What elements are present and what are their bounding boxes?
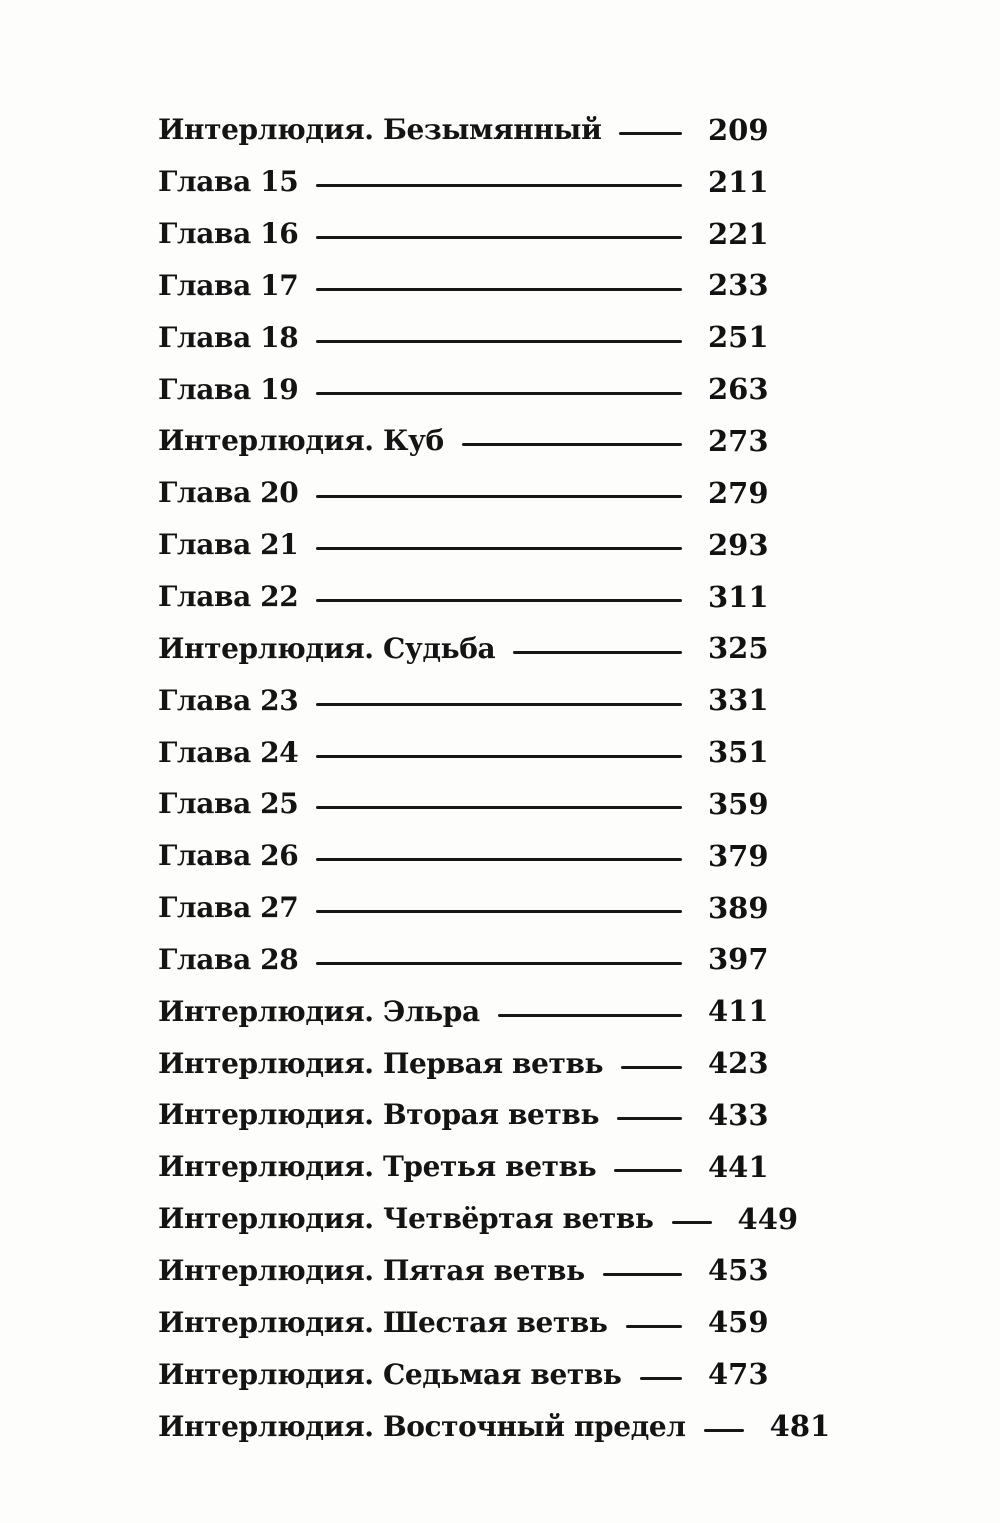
toc-row — [158, 934, 769, 986]
toc-row — [158, 571, 769, 623]
toc-entry-title: Интерлюдия. Первая ветвь — [158, 1046, 604, 1080]
leader-line — [316, 547, 682, 550]
toc-entry-title: Интерлюдия. Эльра — [158, 994, 480, 1028]
leader-line — [626, 1325, 682, 1328]
toc-entry-page-number: 273 — [708, 423, 769, 458]
toc-row — [158, 415, 769, 467]
toc-entry-title: Глава 27 — [158, 891, 299, 925]
toc-row — [158, 1296, 769, 1348]
toc-entry-title: Глава 17 — [158, 268, 299, 302]
toc-entry-page-number: 423 — [708, 1046, 769, 1081]
toc-entry-title: Глава 15 — [158, 165, 299, 199]
toc-row — [158, 467, 769, 519]
toc-entry-page-number: 449 — [737, 1201, 799, 1236]
toc-entry-title: Глава 28 — [158, 942, 299, 976]
toc-entry-title: Глава 22 — [158, 580, 299, 614]
toc-entry-page-number: 331 — [708, 683, 769, 718]
toc-entry-title: Глава 26 — [158, 839, 299, 873]
leader-line — [614, 1169, 682, 1172]
leader-line — [513, 651, 682, 654]
toc-entry-title: Интерлюдия. Третья ветвь — [158, 1150, 597, 1184]
table-of-contents — [158, 104, 831, 1452]
leader-line — [316, 184, 682, 187]
toc-row — [158, 519, 769, 571]
leader-line — [619, 132, 682, 135]
toc-entry-page-number: 433 — [708, 1097, 769, 1132]
toc-entry-title: Глава 25 — [158, 787, 299, 821]
toc-entry-title: Глава 23 — [158, 683, 299, 717]
toc-row — [158, 311, 769, 363]
toc-row — [158, 156, 769, 208]
toc-row — [158, 363, 769, 415]
toc-entry-title: Глава 21 — [158, 528, 299, 562]
toc-row — [158, 1348, 769, 1400]
toc-entry-page-number: 221 — [708, 216, 769, 251]
toc-entry-title: Интерлюдия. Седьмая ветвь — [158, 1357, 622, 1391]
toc-entry-page-number: 473 — [708, 1357, 769, 1392]
toc-row — [158, 260, 769, 312]
leader-line — [316, 599, 682, 602]
toc-entry-page-number: 441 — [708, 1149, 769, 1184]
toc-row — [158, 622, 769, 674]
toc-entry-page-number: 209 — [708, 112, 769, 147]
leader-line — [316, 858, 682, 861]
toc-entry-page-number: 379 — [708, 838, 769, 873]
toc-row — [158, 1245, 769, 1297]
leader-line — [462, 443, 682, 446]
leader-line — [316, 236, 682, 239]
toc-entry-page-number: 359 — [708, 786, 769, 821]
leader-line — [316, 340, 682, 343]
toc-entry-page-number: 279 — [708, 475, 769, 510]
toc-row — [158, 1193, 799, 1245]
toc-entry-title: Интерлюдия. Восточный предел — [158, 1409, 686, 1443]
toc-entry-page-number: 481 — [769, 1409, 831, 1444]
toc-entry-page-number: 211 — [708, 164, 769, 199]
toc-row — [158, 674, 769, 726]
toc-entry-title: Глава 19 — [158, 372, 299, 406]
toc-row — [158, 104, 769, 156]
toc-entry-page-number: 351 — [708, 735, 769, 770]
toc-entry-title: Глава 24 — [158, 735, 299, 769]
toc-entry-page-number: 263 — [708, 372, 769, 407]
leader-line — [617, 1117, 682, 1120]
toc-entry-page-number: 325 — [708, 631, 769, 666]
toc-entry-page-number: 459 — [708, 1305, 769, 1340]
toc-entry-title: Интерлюдия. Безымянный — [158, 113, 602, 147]
toc-row — [158, 1400, 831, 1452]
toc-entry-title: Интерлюдия. Пятая ветвь — [158, 1253, 585, 1287]
toc-entry-page-number: 293 — [708, 527, 769, 562]
leader-line — [316, 910, 682, 913]
toc-row — [158, 208, 769, 260]
toc-entry-title: Глава 18 — [158, 320, 299, 354]
toc-entry-title: Интерлюдия. Шестая ветвь — [158, 1305, 608, 1339]
toc-row — [158, 726, 769, 778]
toc-row — [158, 882, 769, 934]
toc-row — [158, 1141, 769, 1193]
toc-entry-page-number: 233 — [708, 268, 769, 303]
toc-row — [158, 1037, 769, 1089]
toc-entry-page-number: 389 — [708, 890, 769, 925]
leader-line — [316, 392, 682, 395]
toc-entry-title: Интерлюдия. Куб — [158, 424, 444, 458]
leader-line — [704, 1429, 744, 1432]
leader-line — [316, 495, 682, 498]
toc-entry-title: Интерлюдия. Четвёртая ветвь — [158, 1202, 654, 1236]
toc-entry-page-number: 411 — [708, 994, 769, 1029]
leader-line — [621, 1066, 682, 1069]
toc-row — [158, 985, 769, 1037]
toc-entry-title: Глава 20 — [158, 476, 299, 510]
toc-entry-page-number: 251 — [708, 320, 769, 355]
toc-row — [158, 1089, 769, 1141]
leader-line — [316, 288, 682, 291]
toc-row — [158, 830, 769, 882]
leader-line — [316, 755, 682, 758]
leader-line — [316, 703, 682, 706]
leader-line — [603, 1273, 682, 1276]
toc-entry-page-number: 311 — [708, 579, 769, 614]
leader-line — [672, 1221, 712, 1224]
toc-entry-page-number: 453 — [708, 1253, 769, 1288]
leader-line — [640, 1377, 683, 1380]
toc-entry-page-number: 397 — [708, 942, 769, 977]
leader-line — [316, 962, 682, 965]
toc-entry-title: Интерлюдия. Вторая ветвь — [158, 1098, 600, 1132]
leader-line — [316, 806, 682, 809]
toc-entry-title: Интерлюдия. Судьба — [158, 631, 496, 665]
leader-line — [498, 1014, 682, 1017]
toc-row — [158, 778, 769, 830]
toc-entry-title: Глава 16 — [158, 217, 299, 251]
